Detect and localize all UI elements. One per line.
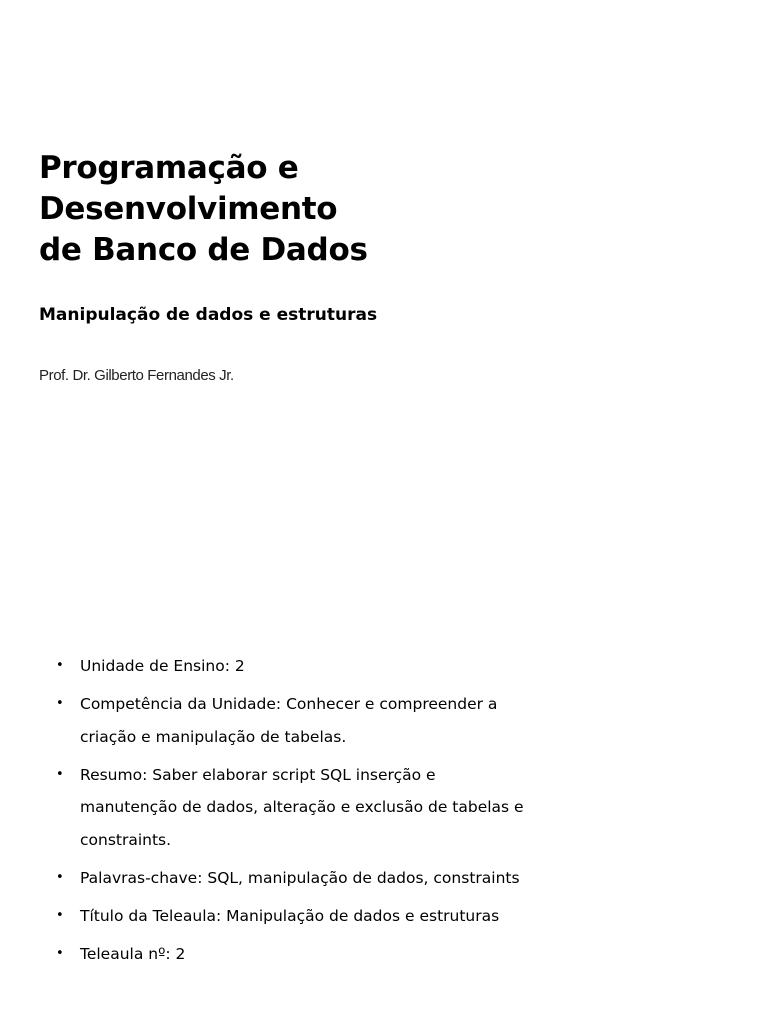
title-line-1: Programação e — [39, 150, 299, 186]
info-item-titulo-teleaula — [56, 900, 576, 933]
info-item-competencia — [56, 688, 576, 753]
info-item-unidade — [56, 650, 576, 683]
title-line-3: de Banco de Dados — [39, 232, 368, 268]
info-item-line: Competência da Unidade: Conhecer e compreender a — [80, 695, 498, 713]
info-item-teleaula-numero — [56, 938, 576, 971]
info-item-line: constraints. — [80, 830, 172, 849]
author-name: Prof. Dr. Gilberto Fernandes Jr. — [39, 367, 234, 384]
bullet-icon: • — [56, 869, 64, 885]
info-item-line: manutenção de dados, alteração e exclusão de tabelas e — [80, 798, 524, 816]
info-item-line: Teleaula nº: 2 — [80, 944, 186, 963]
bullet-icon: • — [56, 766, 64, 782]
bullet-icon: • — [56, 696, 64, 711]
info-item-line: Palavras-chave: SQL, manipulação de dados, constraints — [80, 868, 520, 887]
title-line-2: Desenvolvimento — [39, 191, 338, 227]
info-item-line: Resumo: Saber elaborar script SQL inserção e — [80, 765, 436, 784]
info-item-line: Unidade de Ensino: 2 — [80, 657, 245, 675]
page-subtitle: Manipulação de dados e estruturas — [39, 305, 378, 325]
course-info-list — [56, 650, 576, 976]
page-title — [39, 148, 368, 271]
info-item-line: Título da Teleaula: Manipulação de dados e estruturas — [80, 906, 500, 925]
bullet-icon: • — [56, 658, 64, 673]
bullet-icon: • — [56, 945, 64, 961]
info-item-resumo — [56, 759, 576, 857]
info-item-palavras-chave — [56, 862, 576, 895]
bullet-icon: • — [56, 907, 64, 923]
info-item-line: criação e manipulação de tabelas. — [80, 727, 347, 746]
